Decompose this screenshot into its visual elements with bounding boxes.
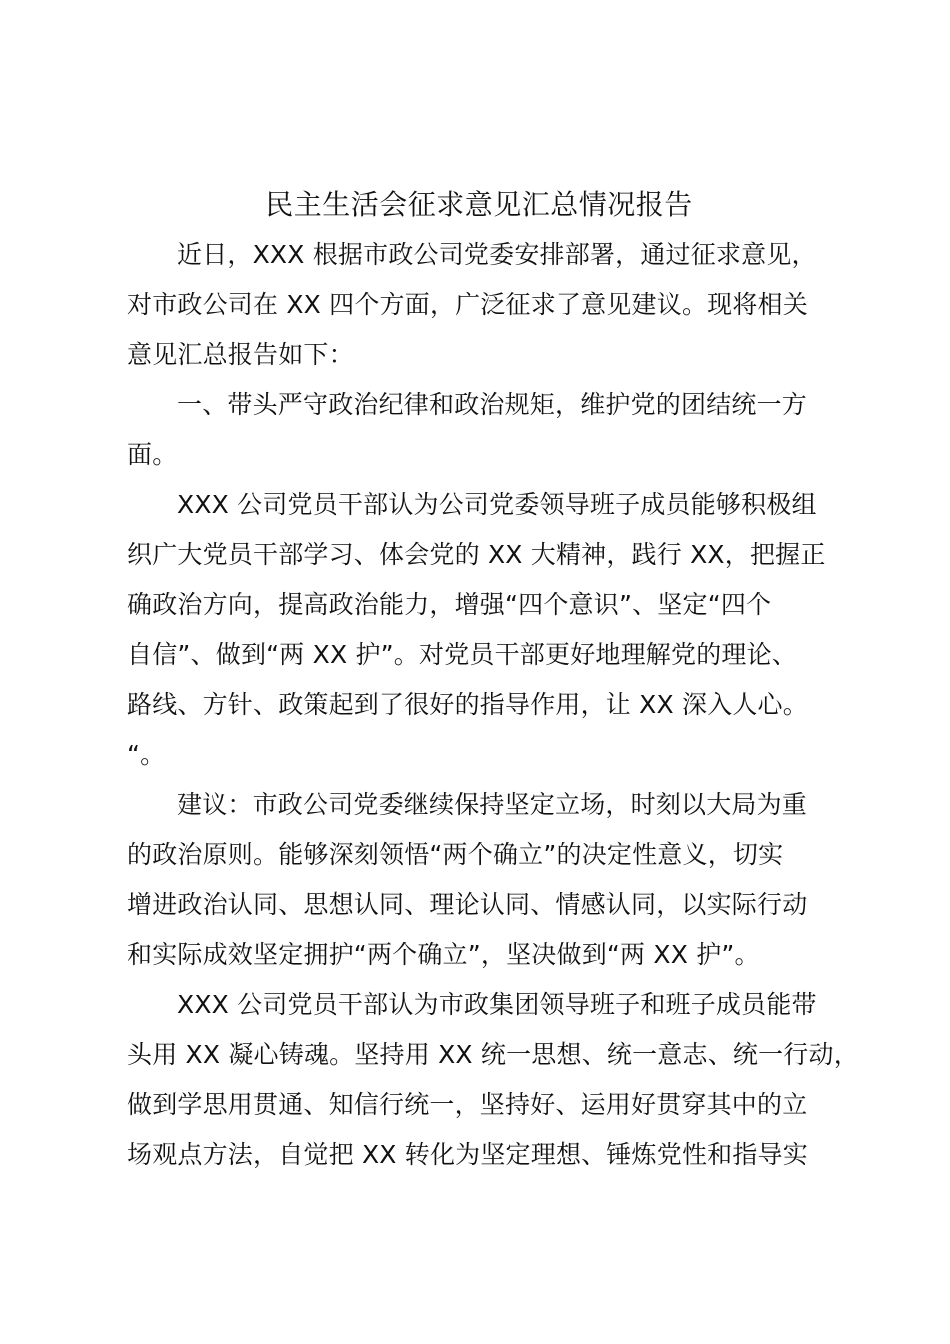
suggestion-line: 和实际成效坚定拥护“两个确立”，坚决做到“两 XX 护”。: [127, 940, 760, 969]
paragraph-line: 自信”、做到“两 XX 护”。对党员干部更好地理解党的理论、: [127, 640, 798, 669]
paragraph-line: 织广大党员干部学习、体会党的 XX 大精神，践行 XX，把握正: [127, 540, 826, 569]
paragraph-line: 路线、方针、政策起到了很好的指导作用，让 XX 深入人心。: [127, 690, 808, 719]
paragraph-line: 确政治方向，提高政治能力，增强“四个意识”、坚定“四个: [127, 590, 772, 619]
paragraph-line: “。: [127, 740, 166, 769]
document-title: 民主生活会征求意见汇总情况报告: [265, 188, 693, 221]
paragraph-line: 头用 XX 凝心铸魂。坚持用 XX 统一思想、统一意志、统一行动，: [127, 1040, 859, 1069]
paragraph-line: 对市政公司在 XX 四个方面，广泛征求了意见建议。现将相关: [127, 290, 808, 319]
paragraph-line: XXX 公司党员干部认为市政集团领导班子和班子成员能带: [177, 990, 817, 1019]
suggestion-line: 建议：市政公司党委继续保持坚定立场，时刻以大局为重: [177, 790, 808, 819]
suggestion-line: 的政治原则。能够深刻领悟“两个确立”的决定性意义，切实: [127, 840, 784, 869]
section-heading-line: 面。: [127, 440, 178, 469]
paragraph-line: 意见汇总报告如下：: [127, 340, 354, 369]
section-heading-line: 一、带头严守政治纪律和政治规矩，维护党的团结统一方: [177, 390, 808, 419]
paragraph-line: 场观点方法，自觉把 XX 转化为坚定理想、锤炼党性和指导实: [127, 1140, 808, 1169]
suggestion-line: 增进政治认同、思想认同、理论认同、情感认同，以实际行动: [127, 890, 808, 919]
paragraph-line: 近日，XXX 根据市政公司党委安排部署，通过征求意见，: [177, 240, 817, 269]
paragraph-line: 做到学思用贯通、知信行统一，坚持好、运用好贯穿其中的立: [127, 1090, 808, 1119]
paragraph-line: XXX 公司党员干部认为公司党委领导班子成员能够积极组: [177, 490, 817, 519]
